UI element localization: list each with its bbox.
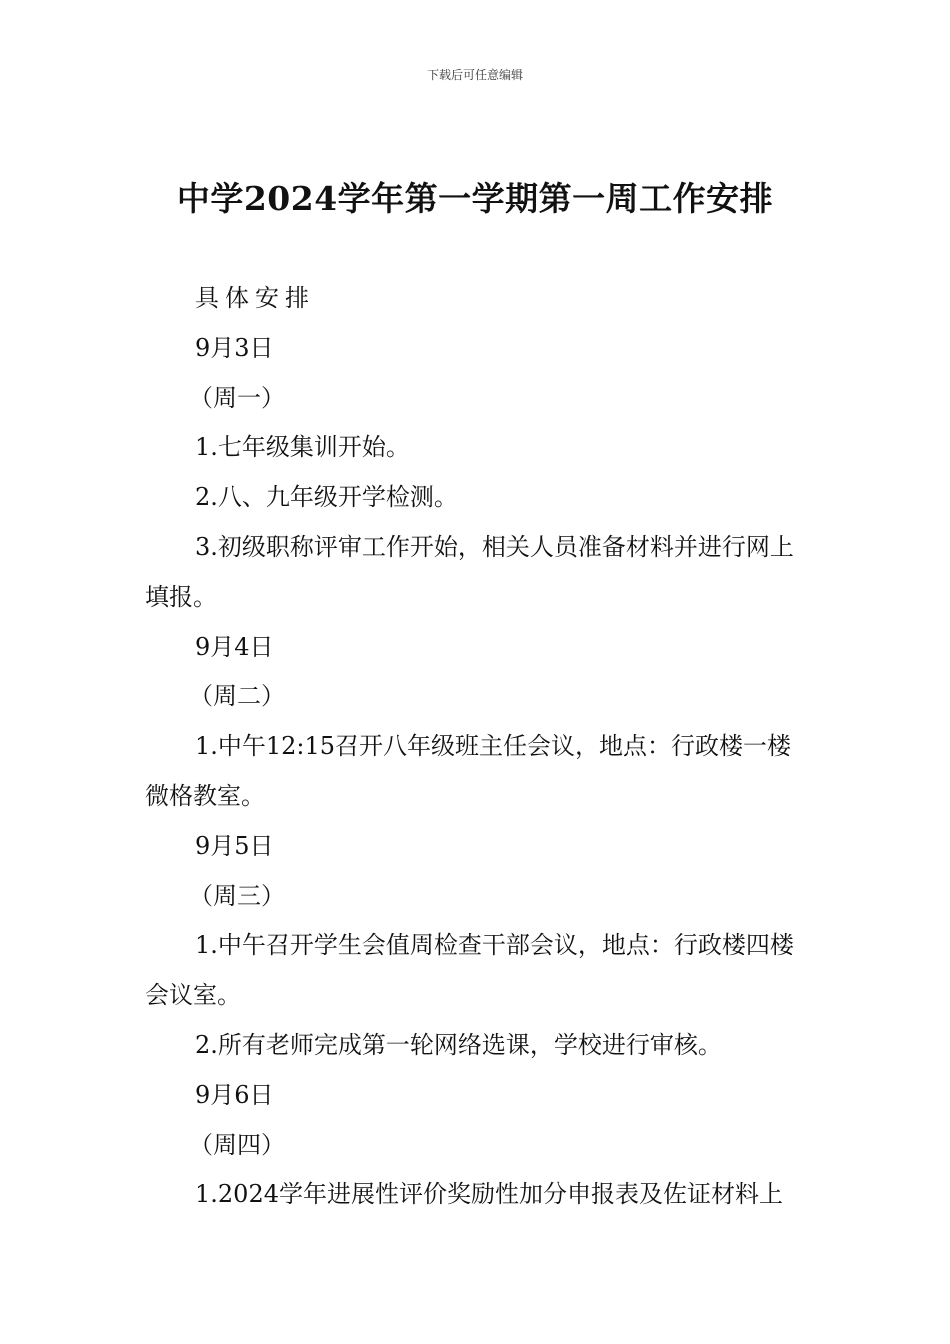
weekday-label: （周二） bbox=[189, 682, 285, 711]
agenda-item: 3.初级职称评审工作开始，相关人员准备材料并进行网上填报。 bbox=[145, 532, 794, 611]
date-heading: 9月3日 bbox=[195, 333, 274, 362]
date-heading: 9月4日 bbox=[195, 632, 274, 661]
date-heading: 9月6日 bbox=[195, 1080, 274, 1109]
agenda-item: 1.中午12:15召开八年级班主任会议，地点：行政楼一楼微格教室。 bbox=[145, 732, 792, 810]
section-heading: 具体安排 bbox=[195, 284, 315, 312]
weekday-label: （周一） bbox=[189, 383, 285, 412]
agenda-item: 1.中午召开学生会值周检查干部会议，地点：行政楼四楼会议室。 bbox=[145, 931, 794, 1010]
agenda-item: 1.2024学年进展性评价奖励性加分申报表及佐证材料上 bbox=[195, 1180, 783, 1209]
document-title: 中学2024学年第一学期第一周工作安排 bbox=[176, 179, 774, 218]
agenda-item: 1.七年级集训开始。 bbox=[195, 433, 410, 462]
date-heading: 9月5日 bbox=[195, 831, 274, 860]
document-body bbox=[145, 274, 807, 1220]
agenda-item: 2.八、九年级开学检测。 bbox=[195, 483, 458, 512]
agenda-item: 2.所有老师完成第一轮网络选课，学校进行审核。 bbox=[195, 1030, 722, 1059]
header-note: 下载后可任意编辑 bbox=[426, 68, 523, 82]
weekday-label: （周三） bbox=[189, 881, 285, 910]
weekday-label: （周四） bbox=[189, 1130, 285, 1159]
